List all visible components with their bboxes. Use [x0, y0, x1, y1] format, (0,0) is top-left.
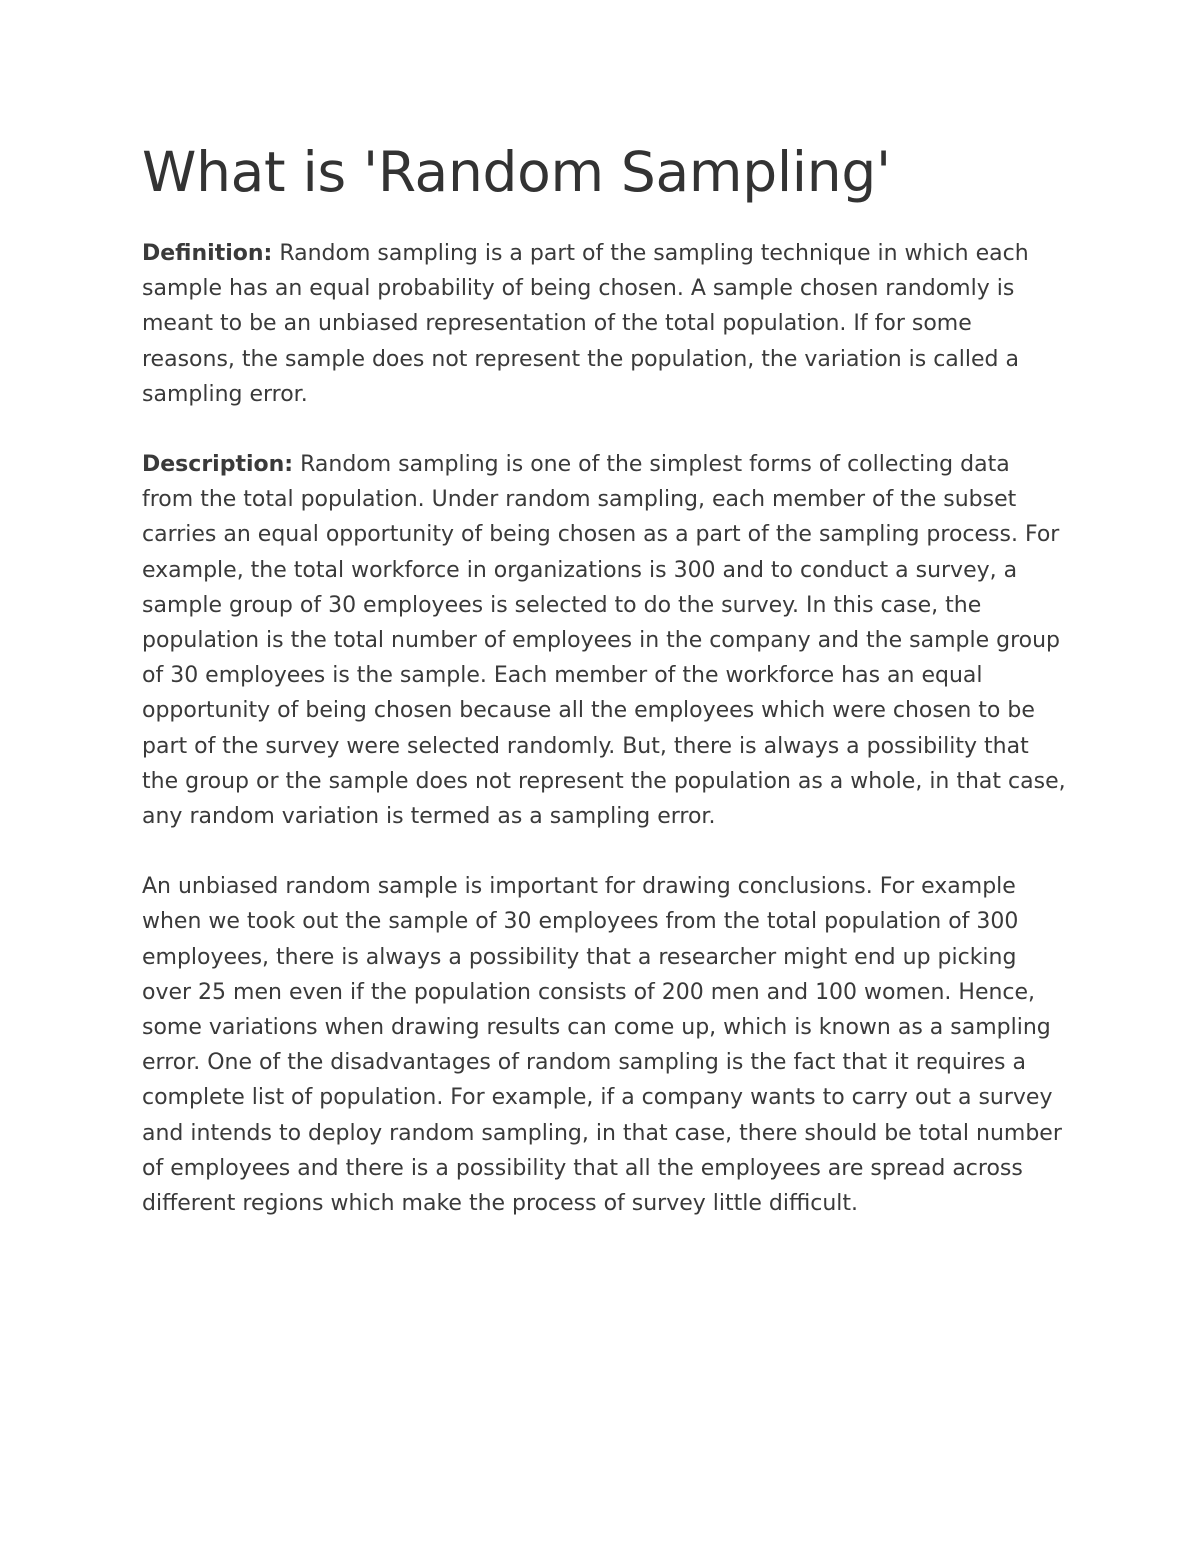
- document-title: What is 'Random Sampling': [142, 140, 891, 204]
- description-text: Random sampling is one of the simplest forms of collecting data from the total population. Under random sampling, each member of the subset carries an equal opportunity of being chosen as a part of the sampling process. For example, the total workforce in organizations is 300 and to conduct a survey, a sample group of 30 employees is selected to do the survey. In this case, the population is the total number of employees in the company and the sample group of 30 employees is the sample. Each member of the workforce has an equal opportunity of being chosen because all the employees which were chosen to be part of the survey were selected randomly. But, there is always a possibility that the group or the sample does not represent the population as a whole, in that case, any random variation is termed as a sampling error.: [142, 452, 1066, 830]
- definition-text: Random sampling is a part of the sampling technique in which each sample has an equal probability of being chosen. A sample chosen randomly is meant to be an unbiased representation of the total population. If for some reasons, the sample does not represent the population, the variation is called a sampling error.: [142, 241, 1029, 407]
- description-label: Description:: [142, 452, 294, 478]
- definition-paragraph: [142, 236, 1067, 412]
- description-paragraph: [142, 447, 1067, 834]
- document-page: [142, 136, 1067, 1221]
- unbiased-sample-paragraph: An unbiased random sample is important for drawing conclusions. For example when we took out the sample of 30 employees from the total population of 300 employees, there is always a possibility that a researcher might end up picking over 25 men even if the population consists of 200 men and 100 women. Hence, some variations when drawing results can come up, which is known as a sampling error. One of the disadvantages of random sampling is the fact that it requires a complete list of population. For example, if a company wants to carry out a survey and intends to deploy random sampling, in that case, there should be total number of employees and there is a possibility that all the employees are spread across different regions which make the process of survey little difficult.: [142, 874, 1062, 1217]
- definition-label: Definition:: [142, 241, 273, 266]
